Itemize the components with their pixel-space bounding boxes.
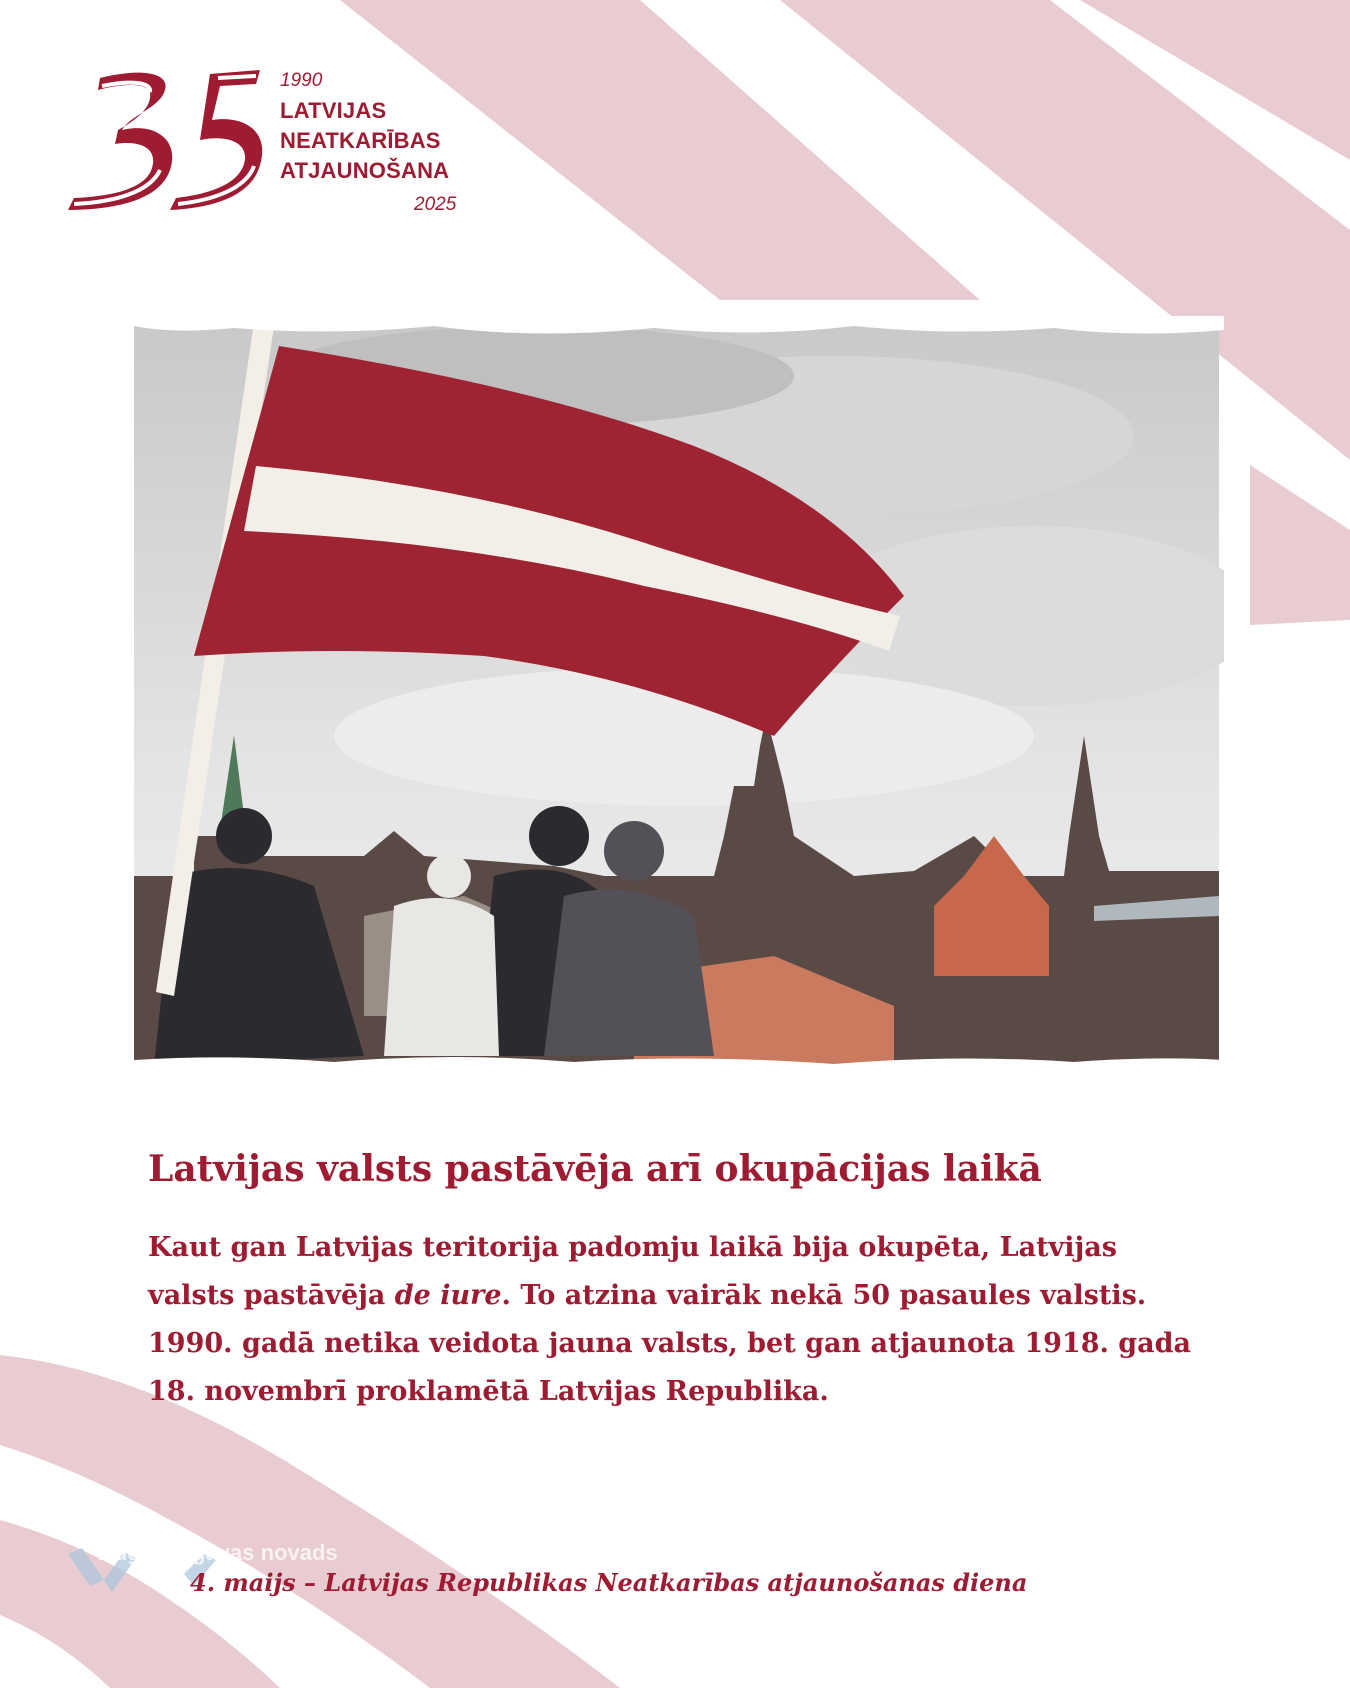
logo-year-end: 2025: [414, 194, 457, 215]
body-text: [148, 1224, 1208, 1416]
logo-line-1: LATVIJAS: [280, 98, 387, 123]
logo-line-3: ATJAUNOŠANA: [280, 158, 450, 183]
logo-line-2: NEATKARĪBAS: [280, 128, 441, 153]
body-text-part-1: Kaut gan Latvijas teritorija padomju laikā bija okupēta, Latvijas valsts pastāvēja: [148, 1232, 1117, 1311]
headline: Latvijas valsts pastāvēja arī okupācijas laikā: [148, 1148, 1042, 1190]
footer-caption: 4. maijs – Latvijas Republikas Neatkarības atjaunošanas diena: [190, 1568, 1028, 1597]
body-text-part-2: . To atzina vairāk nekā 50 pasaules valstis. 1990. gadā netika veidota jauna valsts, bet gan atjaunota 1918. gada 18. novembrī proklamētā Latvijas Republika.: [148, 1280, 1192, 1407]
logo-year-start: 1990: [280, 70, 323, 91]
watermark-text: Augšdaugavas novads: [98, 1540, 338, 1565]
flag-photo: [134, 316, 1224, 1074]
body-text-italic: de iure: [394, 1280, 502, 1311]
